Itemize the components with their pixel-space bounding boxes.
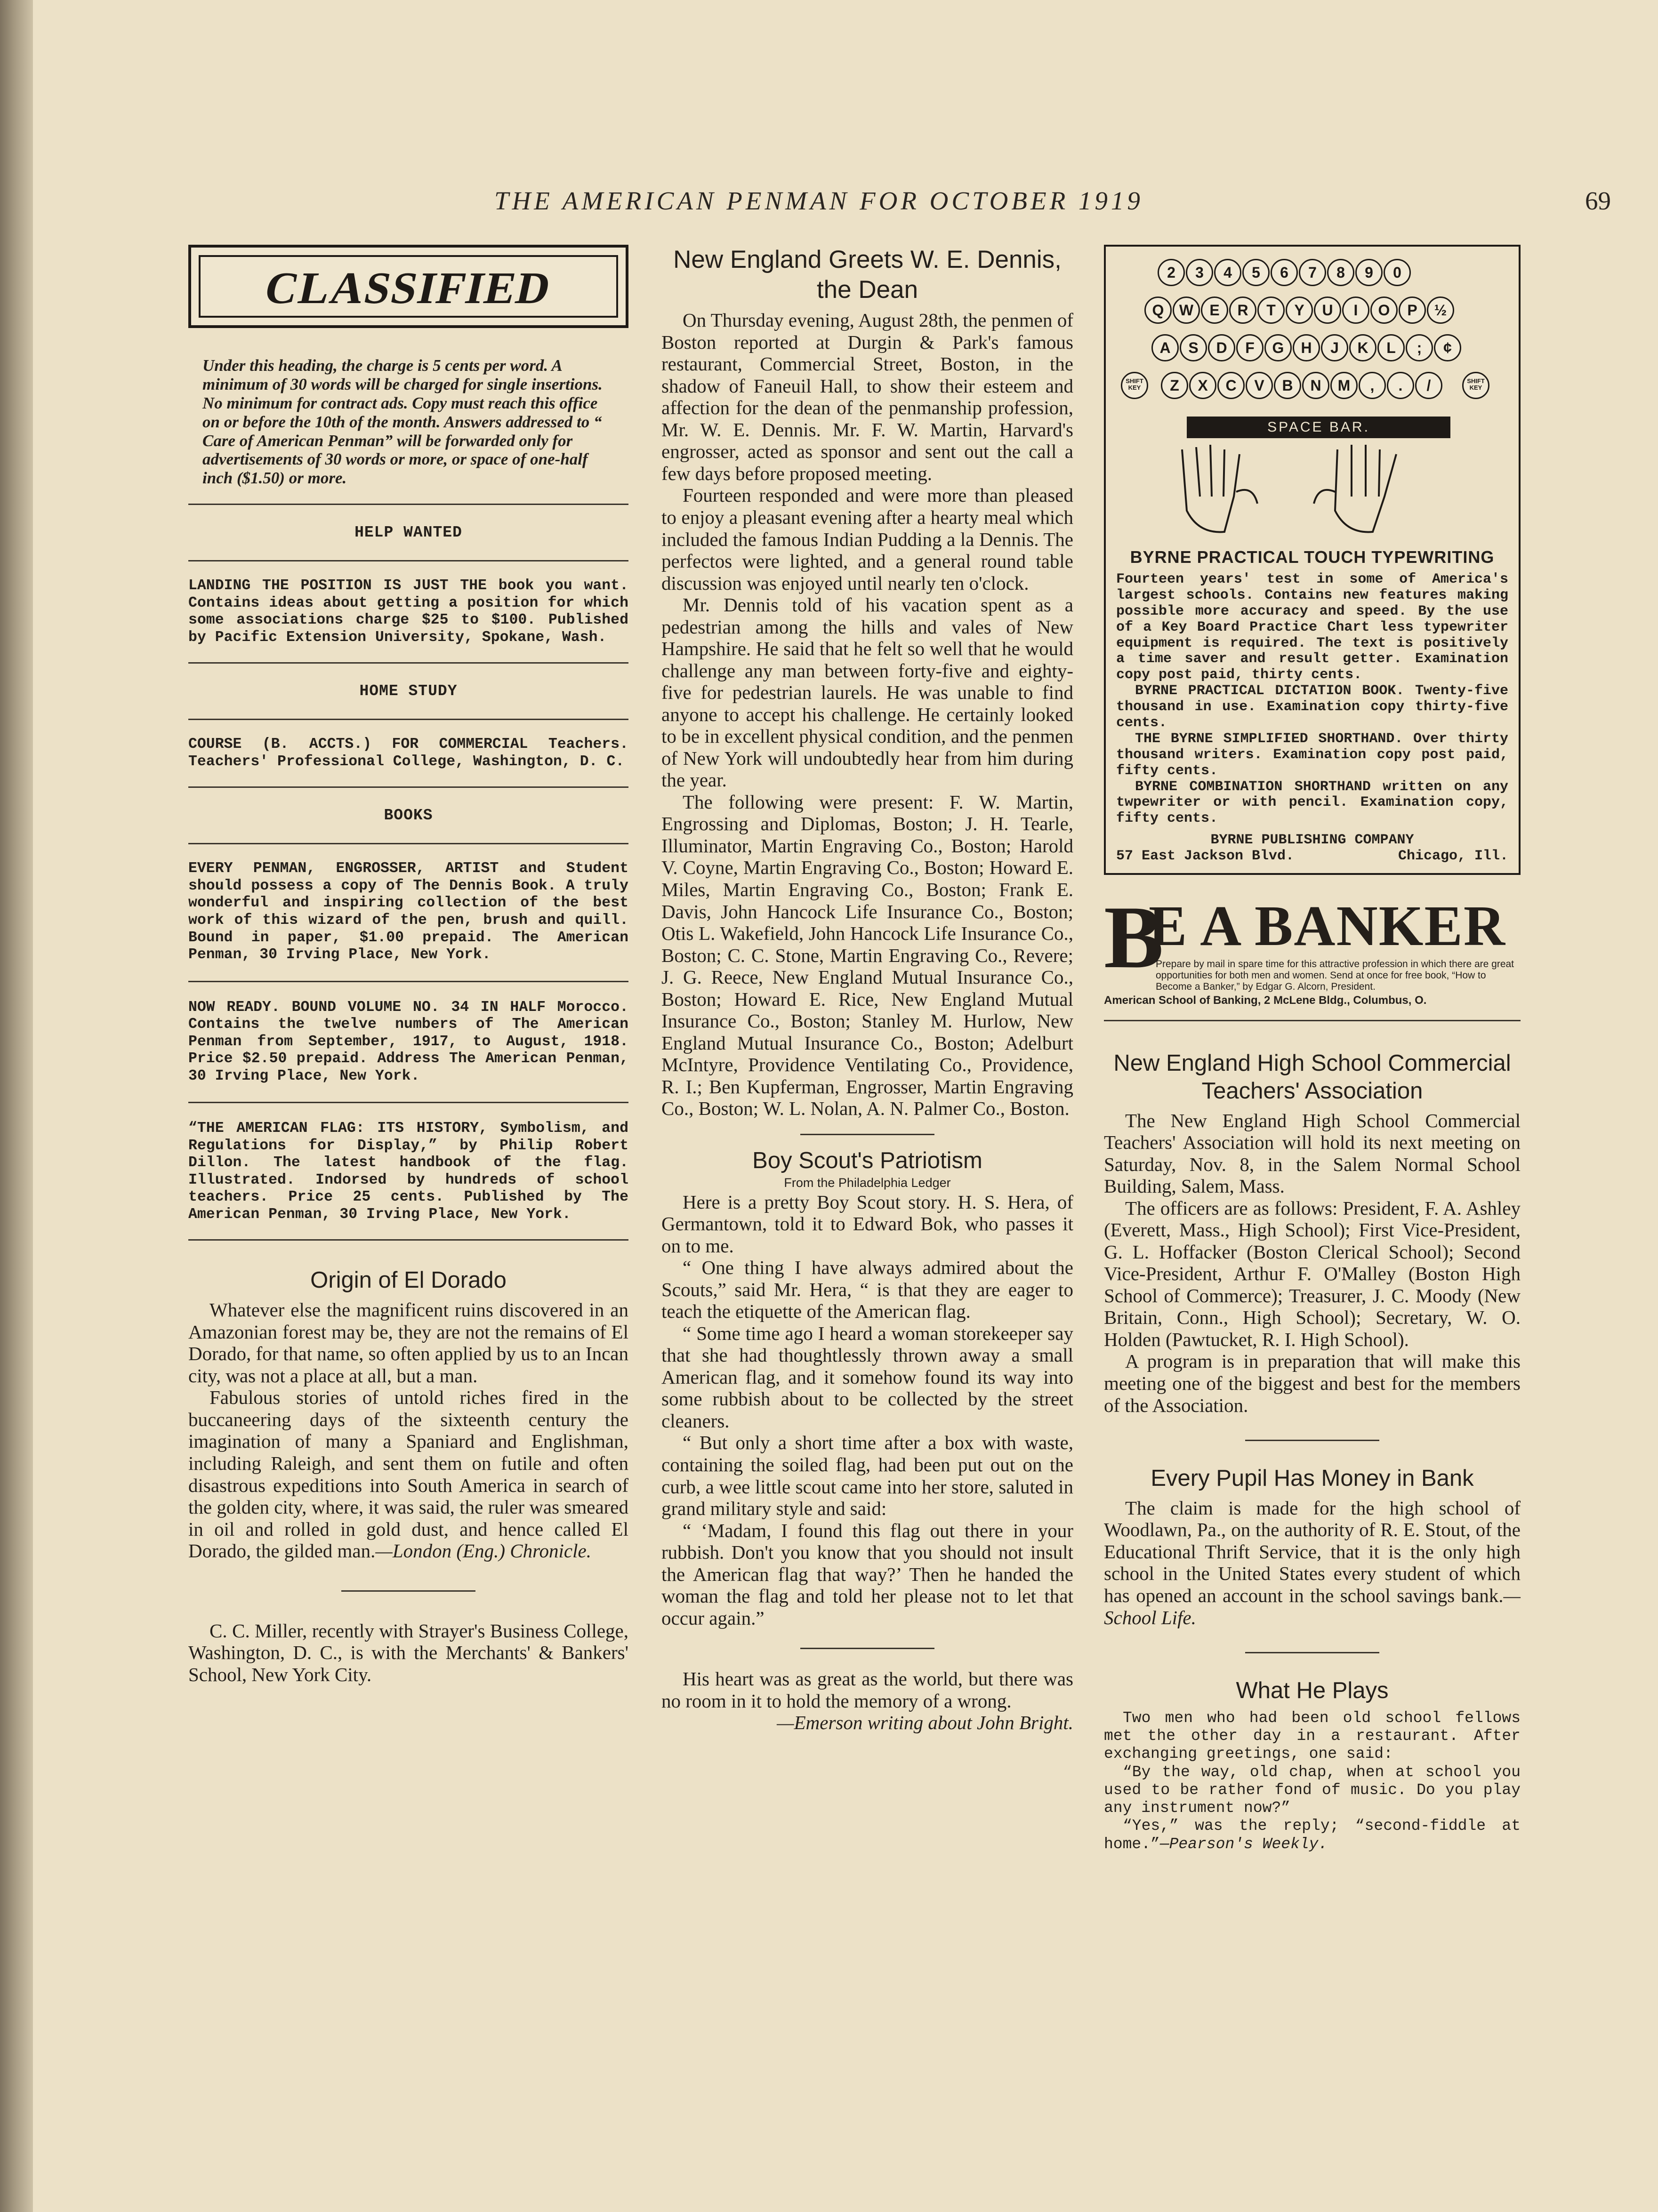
magazine-page bbox=[33, 0, 1658, 2212]
classified-banner-label: CLASSIFIED bbox=[260, 263, 556, 313]
dennis-p4: The following were present: F. W. Martin, Engrossing and Diplomas, Boston; J. H. Tearle, Illuminator, Martin Engraving Co., Boston; Harold V. Coyne, Martin Engraving Co., Boston; Howard E. Miles, Martin Engraving Co., Boston; Frank E. Davis, John Hancock Life Insurance Co., Boston; Otis L. Wakefield, John Hancock Life Insurance Co., Boston; C. C. Stone, Martin Engraving Co., Revere; J. G. Reece, New England Mutual Insurance Co., Boston; Howard E. Rice, New England Mutual Insurance Co., Boston; Stanley M. Hurlow, New England Mutual Insurance Co., Boston; Adelburt McIntyre, Providence Ventilating Co., Providence, R. I.; Ben Kupferman, Engrosser, Martin Engraving Co., Boston; W. L. Nolan, A. N. Palmer Co., Boston. bbox=[661, 791, 1073, 1120]
el-dorado-credit: —London (Eng.) Chronicle. bbox=[375, 1540, 591, 1562]
dennis-p2: Fourteen responded and were more than pleased to enjoy a pleasant evening after a hearty meal which included the famous Indian Pudding a la Dennis. The perfectos were lighted, and a general round table discussion was enjoyed until nearly ten o'clock. bbox=[661, 484, 1073, 594]
key-p: P bbox=[1399, 297, 1426, 324]
el-dorado-article bbox=[188, 1299, 628, 1562]
key-a: A bbox=[1151, 334, 1179, 361]
key-d: D bbox=[1208, 334, 1235, 361]
key-0: 0 bbox=[1384, 259, 1411, 286]
key-x: X bbox=[1189, 372, 1216, 399]
key-r: R bbox=[1229, 297, 1256, 324]
key-z: Z bbox=[1161, 372, 1188, 399]
key-q: Q bbox=[1144, 297, 1172, 324]
key-g: G bbox=[1264, 334, 1292, 361]
dennis-p1: On Thursday evening, August 28th, the penmen of Boston reported at Durgin & Park's famous restaurant, Commercial Street, Boston, in the shadow of Faneuil Hall, to show their esteem and affection for the dean of the penmanship profession, Mr. W. E. Dennis. Mr. F. W. Martin, Harvard's engrosser, acted as sponsor and sent out the call a few days before proposed meeting. bbox=[661, 309, 1073, 484]
key-i: I bbox=[1342, 297, 1369, 324]
emerson-credit: —Emerson writing about John Bright. bbox=[777, 1712, 1073, 1734]
banker-initial: B bbox=[1104, 888, 1164, 987]
key-t: T bbox=[1257, 297, 1285, 324]
binding-gutter bbox=[0, 0, 33, 2212]
banker-text: Prepare by mail in spare time for this attractive profession in which there are great opportunities for both men and women. Send at once for free book, “How to Become a Banker,” by Edgar G. Alcorn, President. bbox=[1156, 959, 1514, 993]
key-cent: ¢ bbox=[1434, 334, 1461, 361]
key-comma: , bbox=[1359, 372, 1386, 399]
el-dorado-p1: Whatever else the magnificent ruins discovered in an Amazonian forest may be, they are not the remains of El Dorado, for that name, so often applied by us to an Incan city, was not a place at all, but a man. bbox=[188, 1299, 628, 1387]
key-slash: / bbox=[1415, 372, 1442, 399]
teachers-assoc-title: New England High School Commercial Teachers' Association bbox=[1113, 1050, 1511, 1104]
help-wanted-ad: LANDING THE POSITION IS JUST THE book you want. Contains ideas about getting a position for which some associations charge $25 to $100. Published by Pacific Extension University, Spokane, Wash. bbox=[188, 577, 628, 646]
key-n: N bbox=[1302, 372, 1329, 399]
column-left bbox=[188, 245, 628, 1685]
key-u: U bbox=[1314, 297, 1341, 324]
boy-scout-source: From the Philadelphia Ledger bbox=[784, 1175, 951, 1190]
key-6: 6 bbox=[1271, 259, 1298, 286]
books-heading: BOOKS bbox=[384, 807, 433, 825]
banker-footer: American School of Banking, 2 McLene Bldg., Columbus, O. bbox=[1104, 994, 1427, 1007]
el-dorado-title: Origin of El Dorado bbox=[310, 1267, 507, 1293]
classified-notice: Under this heading, the charge is 5 cents per word. A minimum of 30 words will be charged for single insertions. No minimum for contract ads. Copy must reach this office on or before the 10th of the month. Answers addressed to “ Care of American Penman” will be forwarded only for advertisements of 30 words or more, or space of one-half inch ($1.50) or more. bbox=[202, 356, 603, 488]
key-j: J bbox=[1321, 334, 1348, 361]
key-period: . bbox=[1387, 372, 1414, 399]
key-shift-right: SHIFT KEY bbox=[1462, 372, 1489, 399]
books-ad-dennis: EVERY PENMAN, ENGROSSER, ARTIST and Student should possess a copy of The Dennis Book. A truly wonderful and inspiring collection of the best work of this wizard of the pen, brush and quill. Bound in paper, $1.00 prepaid. The American Penman, 30 Irving Place, New York. bbox=[188, 860, 628, 963]
page-number: 69 bbox=[1585, 186, 1611, 215]
key-5: 5 bbox=[1242, 259, 1270, 286]
key-w: W bbox=[1173, 297, 1200, 324]
el-dorado-p2: Fabulous stories of untold riches fired in the buccaneering days of the sixteenth century the imagination of many a Spaniard and Englishman, including Raleigh, and sent them on futile and often disastrous expeditions into South America in search of the golden city, where, it was said, the ruler was smeared in oil and rolled in gold dust, and hence called El Dorado, the gilded man.—London (Eng.) Chronicle. bbox=[188, 1387, 628, 1562]
hands-illustration bbox=[1116, 440, 1509, 544]
typewriter-ad-title: BYRNE PRACTICAL TOUCH TYPEWRITING bbox=[1130, 547, 1495, 567]
publisher-city: Chicago, Ill. bbox=[1398, 848, 1508, 865]
key-k: K bbox=[1349, 334, 1376, 361]
key-semicolon: ; bbox=[1406, 334, 1433, 361]
boy-scout-title: Boy Scout's Patriotism bbox=[752, 1147, 982, 1173]
key-m: M bbox=[1330, 372, 1358, 399]
key-3: 3 bbox=[1186, 259, 1213, 286]
key-c: C bbox=[1217, 372, 1245, 399]
column-right bbox=[1104, 245, 1521, 1853]
key-7: 7 bbox=[1299, 259, 1326, 286]
dennis-title: New England Greets W. E. Dennis, the Dean bbox=[673, 246, 1062, 304]
typewriter-ad bbox=[1104, 245, 1521, 875]
key-v: V bbox=[1246, 372, 1273, 399]
books-ad-flag: “THE AMERICAN FLAG: ITS HISTORY, Symbolism, and Regulations for Display,” by Philip Robert Dillon. The latest handbook of the flag. Illustrated. Indorsed by hundreds of school teachers. Price 25 cents. Published by The American Penman, 30 Irving Place, New York. bbox=[188, 1120, 628, 1223]
pupil-bank-title: Every Pupil Has Money in Bank bbox=[1151, 1466, 1474, 1491]
what-he-plays-credit: —Pearson's Weekly. bbox=[1159, 1835, 1328, 1853]
column-middle bbox=[661, 245, 1073, 1734]
home-study-ad: COURSE (B. ACCTS.) FOR COMMERCIAL Teachers. Teachers' Professional College, Washington, D. C. bbox=[188, 736, 628, 770]
pupil-bank-credit: —School Life. bbox=[1104, 1584, 1521, 1628]
boy-scout-article: Here is a pretty Boy Scout story. H. S. Hera, of Germantown, told it to Edward Bok, who passes it on to me. “ One thing I have always admired about the Scouts,” said Mr. Hera, “ is that they are eager to teach the etiquette of the American flag. “ Some time ago I heard a woman storekeeper say that she had thoughtlessly thrown away a small American flag, and it somehow found its way into some rubbish about to be collected by the street cleaners. “ But only a short time after a box with waste, containing the soiled flag, had been put out on the curb, a wee little scout came into her store, saluted in grand military style and said: “ ‘Madam, I found this flag out there in your rubbish. Don't you know that you should not insult the American flag that way?’ Then he handed the woman the flag and told her please not to let that occur again.” bbox=[661, 1191, 1073, 1629]
home-study-heading: HOME STUDY bbox=[359, 682, 458, 700]
key-4: 4 bbox=[1214, 259, 1241, 286]
banker-headline: E A BANKER bbox=[1149, 894, 1506, 958]
key-9: 9 bbox=[1355, 259, 1383, 286]
key-half: ½ bbox=[1427, 297, 1454, 324]
key-h: H bbox=[1293, 334, 1320, 361]
what-he-plays-title: What He Plays bbox=[1236, 1678, 1389, 1704]
dennis-p3: Mr. Dennis told of his vacation spent as a pedestrian among the hills and vales of New Hampshire. He said that he felt so well that he would challenge any man between forty-five and eighty-five for pedestrian laurels. He was unable to find anyone to accept his challenge. He certainly looked to be in excellent physical condition, and the penmen of New York will undoubtedly hear from him during the year. bbox=[661, 594, 1073, 791]
publisher-address: 57 East Jackson Blvd. bbox=[1116, 848, 1295, 865]
dennis-article bbox=[661, 309, 1073, 1120]
keyboard-illustration bbox=[1116, 254, 1508, 544]
help-wanted-heading: HELP WANTED bbox=[354, 524, 462, 542]
key-f: F bbox=[1236, 334, 1264, 361]
teachers-assoc-article: The New England High School Commercial Teachers' Association will hold its next meeting on Saturday, Nov. 8, in the Salem Normal School Building, Salem, Mass. The officers are as follows: President, F. A. Ashley (Everett, Mass., High School); First Vice-President, G. L. Hoffacker (Boston Clerical School); Second Vice-President, Arthur F. O'Malley (Boston High School of Commerce); Treasurer, J. C. Moody (New Britain, Conn., High School); Secretary, W. O. Holden (Pawtucket, R. I. High School). A program is in preparation that will make this meeting one of the biggest and best for the members of the Association. bbox=[1104, 1109, 1521, 1416]
key-l: L bbox=[1377, 334, 1405, 361]
books-ad-bound-volume: NOW READY. BOUND VOLUME NO. 34 IN HALF Morocco. Contains the twelve numbers of The American Penman from September, 1917, to August, 1918. Price $2.50 prepaid. Address The American Penman, 30 Irving Place, New York. bbox=[188, 999, 628, 1084]
key-2: 2 bbox=[1158, 259, 1185, 286]
running-title: THE AMERICAN PENMAN FOR OCTOBER 1919 bbox=[494, 186, 1143, 215]
emerson-quote: His heart was as great as the world, but there was no room in it to hold the memory of a wrong. —Emerson writing about John Bright. bbox=[661, 1668, 1073, 1734]
typewriter-ad-text: Fourteen years' test in some of America's largest schools. Contains new features making possible more accuracy and speed. By the use of a Key Board Practice Chart less typewriter equipment is required. The text is positively a time saver and result getter. Examination copy post paid, thirty cents. BYRNE PRACTICAL DICTATION BOOK. Twenty-five thousand in use. Examination copy thirty-five cents. THE BYRNE SIMPLIFIED SHORTHAND. Over thirty thousand writers. Examination copy post paid, fifty cents. BYRNE COMBINATION SHORTHAND written on any twpewriter or with pencil. Examination copy, fifty cents. BYRNE PUBLISHING COMPANY 57 East Jackson Blvd. Chicago, Ill. bbox=[1116, 571, 1508, 865]
key-y: Y bbox=[1286, 297, 1313, 324]
pupil-bank-article: The claim is made for the high school of Woodlawn, Pa., on the authority of R. E. Stout, of the Educational Thrift Service, that it is the only high school in the United States every student of which has opened an account in the school savings bank.—School Life. bbox=[1104, 1497, 1521, 1628]
banker-ad bbox=[1104, 888, 1521, 1021]
what-he-plays-article: Two men who had been old school fellows met the other day in a restaurant. After exchanging greetings, one said: “By the way, old chap, when at school you used to be rather fond of music. Do you play any instrument now?” “Yes,” was the reply; “second-fiddle at home.”—Pearson's Weekly. bbox=[1104, 1709, 1521, 1853]
key-shift-left: SHIFT KEY bbox=[1121, 372, 1148, 399]
key-8: 8 bbox=[1327, 259, 1354, 286]
key-e: E bbox=[1201, 297, 1228, 324]
key-s: S bbox=[1180, 334, 1207, 361]
publisher-name: BYRNE PUBLISHING COMPANY bbox=[1210, 832, 1414, 849]
key-o: O bbox=[1370, 297, 1398, 324]
key-b: B bbox=[1274, 372, 1301, 399]
miller-note: C. C. Miller, recently with Strayer's Business College, Washington, D. C., is with the Merchants' & Bankers' School, New York City. bbox=[188, 1619, 628, 1685]
classified-banner bbox=[188, 245, 628, 328]
space-bar: SPACE BAR. bbox=[1187, 417, 1450, 438]
